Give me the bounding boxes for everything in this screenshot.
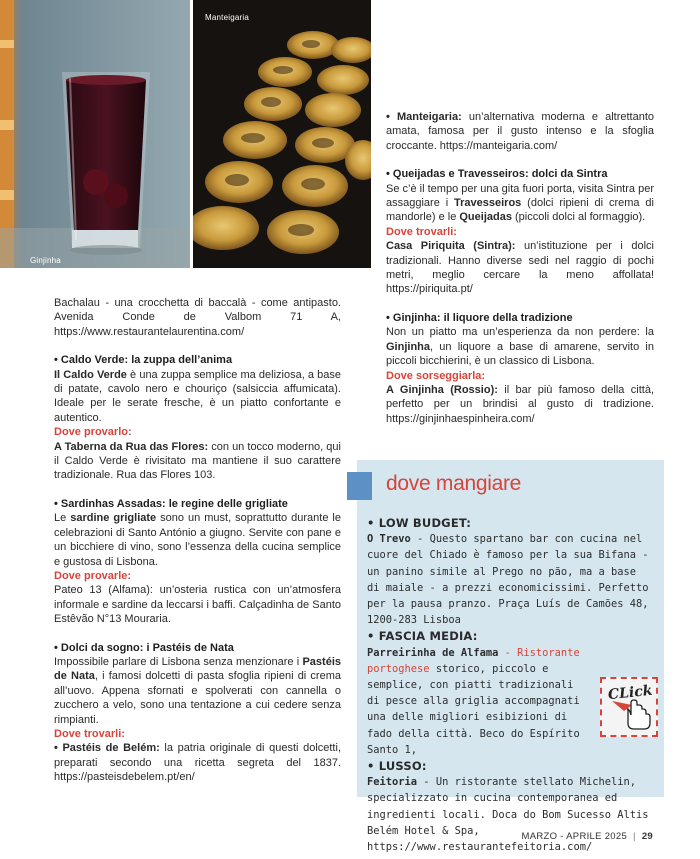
sardinhas-place: Pateo 13 (Alfama): un’osteria rustica con un’atmosfera informale e sardine da leccarsi i baffi. Calçadinha de Santo Estêvão N°13 Mouraria. — [54, 584, 341, 626]
ginjinha-paragraph: Non un piatto ma un’esperienza da non perdere: la Ginjinha, un liquore a base di amarene, servito in piccoli bicchierini, è un classico di Lisbona. — [386, 326, 654, 368]
lusso-heading: • LUSSO: — [367, 759, 427, 774]
sardinhas-heading: • Sardinhas Assadas: le regine delle grigliate — [54, 497, 288, 510]
pasteis-where-label: Dove trovarli: — [54, 727, 125, 740]
lusso-entry: Feitoria - Un ristorante stellato Michelin, specializzato in cucina contemporanea ed ingredienti locali. Doca do Bom Sucesso Altis Belém Hotel & Spa, https://www.restaurantefeitoria.com/ — [367, 776, 649, 854]
queijadas-where-label: Dove trovarli: — [386, 225, 457, 238]
low-budget-entry: O Trevo - Questo spartano bar con cucina nel cuore del Chiado è famoso per la sua Bifana - un panino simile al Prego no pão, ma a base di maiale - a prezzi economicissimi. Perfetto per la pausa pranzo. Praça Luís de Camões 48, 1200-283 Lisboa — [367, 533, 649, 627]
right-column — [386, 110, 654, 426]
page-number: 29 — [641, 831, 653, 842]
sardinhas-paragraph: Le sardine grigliate sono un must, soprattutto durante le celebrazioni di Santo António a giugno. Servite con pane e un bicchiere di vino, sono l’essenza della cucina semplice e gustosa di Lisbona. — [54, 512, 341, 568]
ginjinha-photo — [0, 0, 190, 268]
caldo-verde-paragraph: Il Caldo Verde è una zuppa semplice ma deliziosa, a base di patate, cavolo nero e chouriço (salsiccia affumicata). Ideale per le serate fresche, è un piatto confortante e autentico. — [54, 368, 342, 424]
issue-label: MARZO - APRILE 2025 — [521, 831, 628, 842]
manteigaria-caption: Manteigaria — [205, 13, 250, 22]
pointer-hand-icon — [602, 679, 656, 735]
ginjinha-where-label: Dove sorseggiarla: — [386, 369, 486, 382]
manteigaria-photo — [193, 0, 371, 268]
box-tab-marker — [347, 472, 372, 500]
sardinhas-where-label: Dove provarle: — [54, 569, 132, 582]
fascia-media-heading: • FASCIA MEDIA: — [367, 629, 478, 644]
ginjinha-caption: Ginjinha — [30, 256, 61, 265]
ginjinha-illustration — [0, 0, 190, 268]
queijadas-paragraph: Se c’è il tempo per una gita fuori porta, visita Sintra per assaggiare i Travesseiros (dolci ripieni di crema di mandorle) e le Queijadas (piccoli dolci al formaggio). — [386, 182, 654, 224]
pasteis-place: • Pastéis de Belém: la patria originale di questi dolcetti, preparati secondo una ricetta segreta del 1837. https://pasteisdebelem.pt/en/ — [54, 742, 341, 784]
manteigaria-paragraph: • Manteigaria: un’alternativa moderna e altrettanto amata, famosa per il gusto intenso e la sfoglia croccante. https://manteigaria.com/ — [386, 111, 655, 152]
pasteis-paragraph: Impossibile parlare di Lisbona senza menzionare i Pastéis de Nata, i famosi dolcetti di pasta sfoglia ripieni di crema all’uovo. Appena sfornati e spolverati con cannella o zucchero a velo, sono una tentazione a cui cedere senza rimpianti. — [54, 655, 341, 726]
caldo-verde-where-label: Dove provarlo: — [54, 426, 132, 439]
queijadas-place: Casa Piriquita (Sintra): un’istituzione per i dolci tradizionali. Hanno diverse sedi nel raggio di pochi metri, meglio cercare la meno affollata! https://piriquita.pt/ — [386, 240, 654, 296]
caldo-verde-place: A Taberna da Rua das Flores: con un tocco moderno, qui il Caldo Verde è rivisitato ma mantiene il suo carattere tradizionale. Rua das Flores 103. — [54, 440, 341, 482]
ginjinha-place: A Ginjinha (Rossio): il bar più famoso della città, perfetto per un brindisi al gusto di tradizione. https://ginjinhaespinheira.com/ — [386, 383, 654, 425]
fascia-media-entry: Parreirinha de Alfama - Ristorante portoghese storico, piccolo e semplice, con piatti tradizionali di pesce alla griglia accompagnati una delle migliori esibizioni di fado della città. Beco do Espírito Santo 1, — [367, 646, 580, 756]
queijadas-heading: • Queijadas e Travesseiros: dolci da Sintra — [386, 168, 608, 181]
pasteis-heading: • Dolci da sogno: i Pastéis de Nata — [54, 641, 234, 654]
left-column — [54, 296, 341, 785]
intro-paragraph: Bachalau - una crocchetta di baccalà - come antipasto. Avenida Conde de Valbom 71 A, https://www.restaurantelaurentina.com/ — [54, 297, 341, 338]
caldo-verde-heading: • Caldo Verde: la zuppa dell’anima — [54, 354, 233, 367]
click-badge[interactable] — [600, 677, 658, 737]
footer-separator: | — [633, 831, 636, 842]
pasteis-illustration — [193, 0, 371, 268]
page-footer — [522, 831, 653, 842]
low-budget-heading: • LOW BUDGET: — [367, 516, 472, 530]
click-label: CLick — [607, 682, 654, 704]
box-title: dove mangiare — [386, 472, 522, 495]
ginjinha-heading: • Ginjinha: il liquore della tradizione — [386, 311, 573, 324]
